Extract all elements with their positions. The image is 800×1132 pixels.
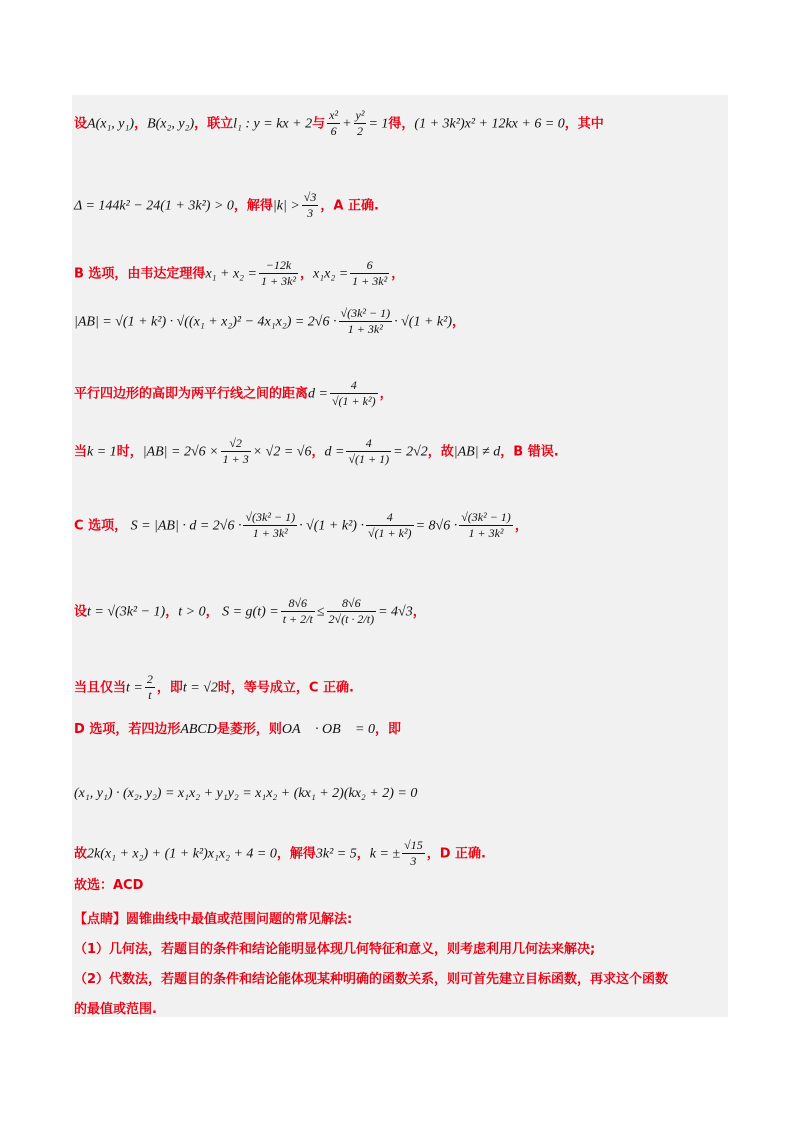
fraction — [221, 436, 251, 467]
math-expression: · √(1 + k²) · — [299, 518, 364, 534]
explanation-text: ， — [451, 314, 465, 330]
math-expression: l₁ : y = kx + 2 — [233, 116, 313, 132]
fraction-numerator: 4 — [346, 436, 391, 452]
fraction — [354, 108, 367, 139]
explanation-text: D 选项，若四边形 — [74, 722, 181, 737]
explanation-text: ，即 — [156, 680, 183, 696]
math-expression: t = √(3k² − 1) — [87, 604, 166, 620]
fraction-denominator: 1 + 3k² — [468, 526, 504, 540]
fraction-numerator: x² — [329, 108, 339, 122]
fraction-numerator: 8√6 — [327, 596, 377, 612]
solution-line — [74, 108, 604, 139]
fraction-denominator: √(1 + k²) — [331, 394, 376, 408]
explanation-text: 故 — [74, 846, 88, 862]
explanation-text: 设 — [74, 604, 88, 620]
explanation-text: 设 — [74, 116, 88, 132]
explanation-text: ，联立 — [194, 116, 234, 132]
explanation-text: ， — [205, 604, 219, 620]
math-expression: = 1 — [368, 116, 389, 132]
math-expression: |AB| = √(1 + k²) · √((x₁ + x₂)² − 4x₁x₂) = 2√6 · — [74, 314, 337, 330]
math-expression: + — [342, 116, 352, 132]
solution-line — [74, 436, 559, 467]
fraction — [302, 190, 319, 221]
explanation-text: ， — [412, 604, 426, 620]
math-expression: x₁ + x₂ = — [205, 266, 257, 282]
explanation-text: ， — [379, 386, 393, 402]
explanation-text: （2）代数法，若题目的条件和结论能体现某种明确的函数关系，则可首先建立目标函数，再求这个函数 — [74, 972, 669, 987]
explanation-text: 与 — [312, 116, 326, 132]
fraction — [330, 378, 378, 409]
solution-line — [74, 378, 393, 409]
fraction-numerator: √2 — [221, 436, 251, 452]
math-expression: t = — [126, 680, 143, 696]
fraction — [281, 596, 315, 627]
math-expression: k = ± — [369, 846, 401, 862]
explanation-text: B 选项，由韦达定理得 — [74, 266, 206, 282]
fraction-denominator: √(1 + 1) — [348, 452, 390, 466]
explanation-text: ， — [165, 604, 179, 620]
math-expression: x₁x₂ = — [313, 266, 349, 282]
explanation-text: ，B 错误. — [500, 444, 559, 460]
explanation-text: 平行四边形的高即为两平行线之间的距离 — [74, 386, 309, 402]
fraction — [459, 510, 513, 541]
math-expression: (1 + 3k²)x² + 12kx + 6 = 0 — [414, 116, 565, 132]
explanation-text: ，A 正确. — [320, 198, 379, 214]
math-expression: ABCD — [180, 722, 217, 737]
math-expression: |k| > — [272, 198, 300, 214]
explanation-text: 当 — [74, 444, 88, 460]
fraction-numerator: 8√6 — [281, 596, 315, 612]
solution-line — [74, 838, 486, 869]
solution-line — [74, 912, 352, 926]
fraction-numerator: 2 — [146, 672, 153, 686]
math-expression: B(x₂, y₂) — [147, 116, 195, 132]
solution-line — [74, 942, 595, 956]
fraction-denominator: 1 + 3k² — [252, 526, 288, 540]
math-expression: d = — [324, 444, 345, 460]
solution-line — [74, 1002, 157, 1016]
fraction — [145, 672, 155, 703]
fraction-numerator: √(3k² − 1) — [461, 510, 511, 524]
explanation-text: 故选：ACD — [74, 878, 144, 893]
explanation-text: ，D 正确. — [426, 846, 486, 862]
solution-line — [74, 878, 143, 892]
fraction-numerator: √(3k² − 1) — [340, 306, 391, 320]
explanation-text: ，解得 — [276, 846, 316, 862]
math-expression: 3k² = 5 — [315, 846, 357, 862]
math-expression: = 2√2 — [393, 444, 428, 460]
fraction — [259, 258, 298, 289]
math-expression: k = 1 — [87, 444, 117, 460]
math-expression: t = √2 — [182, 680, 218, 696]
explanation-text: ，故 — [427, 444, 454, 460]
fraction-denominator: √(1 + k²) — [367, 526, 412, 540]
solution-panel — [72, 95, 728, 1017]
explanation-text: ， — [356, 846, 370, 862]
explanation-text: 当且仅当 — [74, 680, 127, 696]
explanation-text: ， — [300, 266, 314, 282]
fraction-numerator: √15 — [404, 838, 423, 852]
explanation-text: 的最值或范围. — [74, 1002, 157, 1017]
fraction-denominator: 3 — [410, 854, 417, 868]
solution-line — [74, 722, 401, 737]
math-expression: Δ = 144k² − 24(1 + 3k²) > 0 — [74, 198, 234, 214]
math-expression: = 8√6 · — [415, 518, 458, 534]
solution-line — [74, 306, 465, 337]
explanation-text: ，其中 — [564, 116, 604, 132]
fraction — [402, 838, 425, 869]
solution-line — [74, 972, 668, 986]
fraction-numerator: −12k — [259, 258, 298, 274]
fraction-denominator: t — [148, 688, 152, 702]
fraction-denominator: 2 — [356, 124, 363, 138]
solution-line — [74, 258, 404, 289]
fraction-denominator: 6 — [330, 124, 337, 138]
explanation-text: C 选项， — [74, 518, 128, 534]
math-expression: · √(1 + k²) — [394, 314, 452, 330]
fraction-numerator: 4 — [366, 510, 414, 526]
math-expression: S = |AB| · d = 2√6 · — [127, 518, 242, 534]
math-expression: 2k(x₁ + x₂) + (1 + k²)x₁x₂ + 4 = 0 — [87, 846, 277, 862]
math-expression: ≤ — [316, 604, 325, 620]
solution-line — [74, 596, 426, 627]
fraction-denominator: 1 + 3k² — [261, 274, 297, 288]
math-expression: (x₁, y₁) · (x₂, y₂) = x₁x₂ + y₁y₂ = x₁x₂ + (kx₁ + 2)(kx₂ + 2) = 0 — [74, 786, 418, 801]
explanation-text: ， — [134, 116, 148, 132]
math-expression: × √2 = √6 — [252, 444, 312, 460]
fraction-numerator: y² — [355, 108, 365, 122]
explanation-text: ， — [311, 444, 325, 460]
fraction-denominator: 1 + 3k² — [352, 274, 388, 288]
solution-line — [74, 672, 354, 703]
explanation-text: ，即 — [374, 722, 401, 737]
explanation-text: ，解得 — [233, 198, 273, 214]
math-expression: |AB| = 2√6 × — [142, 444, 219, 460]
math-expression: |AB| ≠ d — [453, 444, 501, 460]
fraction — [350, 258, 389, 289]
fraction-numerator: 6 — [350, 258, 389, 274]
explanation-text: 时， — [116, 444, 143, 460]
fraction-denominator: 1 + 3k² — [347, 322, 383, 336]
explanation-text: ， — [514, 518, 528, 534]
fraction-numerator: √(3k² − 1) — [245, 510, 296, 524]
math-expression: OA⃗ · OB⃗ = 0 — [281, 722, 375, 737]
fraction-numerator: √3 — [303, 190, 317, 204]
solution-line — [74, 510, 528, 541]
solution-line — [74, 786, 417, 801]
math-expression: t > 0 — [178, 604, 206, 620]
fraction — [339, 306, 393, 337]
fraction-numerator: 4 — [330, 378, 378, 394]
math-expression: A(x₁, y₁) — [87, 116, 135, 132]
fraction-denominator: 1 + 3 — [222, 452, 249, 466]
explanation-text: 是菱形，则 — [216, 722, 282, 737]
fraction — [346, 436, 391, 467]
math-expression: = 4√3 — [378, 604, 413, 620]
fraction-denominator: 2√(t · 2/t) — [328, 612, 375, 626]
explanation-text: （1）几何法，若题目的条件和结论能明显体现几何特征和意义，则考虑利用几何法来解决; — [74, 942, 596, 957]
fraction — [327, 596, 377, 627]
solution-line — [74, 190, 379, 221]
fraction — [243, 510, 297, 541]
fraction — [366, 510, 414, 541]
fraction — [327, 108, 340, 139]
explanation-text: 时，等号成立，C 正确. — [217, 680, 354, 696]
math-expression: d = — [308, 386, 328, 402]
explanation-text: 得， — [388, 116, 415, 132]
math-expression: S = g(t) = — [218, 604, 279, 620]
fraction-denominator: t + 2/t — [282, 612, 313, 626]
explanation-text: 【点睛】圆锥曲线中最值或范围问题的常见解法: — [74, 912, 353, 927]
fraction-denominator: 3 — [307, 206, 314, 220]
explanation-text: ， — [391, 266, 405, 282]
